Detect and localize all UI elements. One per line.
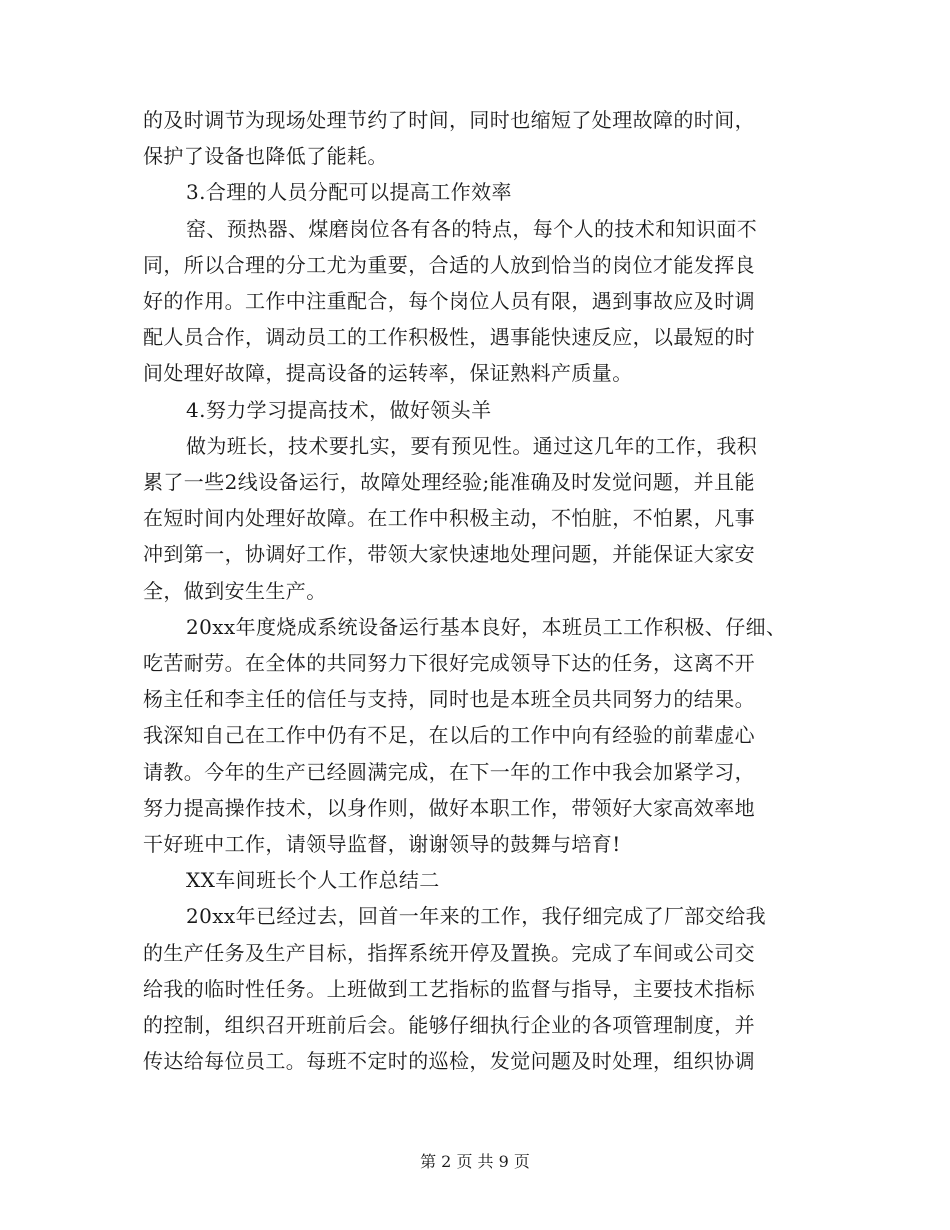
text-line: 请教。今年的生产已经圆满完成，在下一年的工作中我会加紧学习， bbox=[143, 759, 755, 784]
text-line: 间处理好故障，提高设备的运转率，保证熟料产质量。 bbox=[143, 361, 633, 386]
text-line: 努力提高操作技术，以身作则，做好本职工作，带领好大家高效率地 bbox=[143, 795, 755, 820]
text-line: 做为班长，技术要扎实，要有预见性。通过这几年的工作，我积 bbox=[186, 433, 758, 458]
text-line: 累了一些2线设备运行，故障处理经验;能准确及时发觉问题，并且能 bbox=[143, 470, 755, 494]
text-line: 的生产任务及生产目标，指挥系统开停及置换。完成了车间或公司交 bbox=[143, 940, 755, 965]
text-line: 干好班中工作，请领导监督，谢谢领导的鼓舞与培育! bbox=[143, 832, 621, 856]
text-line: 杨主任和李主任的信任与支持，同时也是本班全员共同努力的结果。 bbox=[143, 687, 755, 712]
text-line: 在短时间内处理好故障。在工作中积极主动，不怕脏，不怕累，凡事 bbox=[143, 506, 755, 531]
text-line: 20xx年度烧成系统设备运行基本良好，本班员工工作积极、仔细、 bbox=[186, 614, 787, 639]
text-line: 传达给每位员工。每班不定时的巡检，发觉问题及时处理，组织协调 bbox=[143, 1049, 755, 1074]
text-line: 冲到第一，协调好工作，带领大家快速地处理问题，并能保证大家安 bbox=[143, 542, 755, 567]
text-line: 吃苦耐劳。在全体的共同努力下很好完成领导下达的任务，这离不开 bbox=[143, 651, 755, 675]
page-footer: 第 2 页 共 9 页 bbox=[420, 1152, 530, 1171]
text-line: XX车间班长个人工作总结二 bbox=[186, 868, 440, 893]
text-line: 好的作用。工作中注重配合，每个岗位人员有限，遇到事故应及时调 bbox=[143, 289, 755, 313]
text-line: 4.努力学习提高技术，做好领头羊 bbox=[186, 397, 492, 422]
text-line: 全，做到安生生产。 bbox=[143, 578, 327, 603]
text-line: 我深知自己在工作中仍有不足，在以后的工作中向有经验的前辈虚心 bbox=[143, 723, 755, 748]
text-line: 配人员合作，调动员工的工作积极性，遇事能快速反应，以最短的时 bbox=[143, 325, 755, 350]
text-line: 同，所以合理的分工尤为重要，合适的人放到恰当的岗位才能发挥良 bbox=[143, 252, 755, 277]
text-line: 的控制，组织召开班前后会。能够仔细执行企业的各项管理制度，并 bbox=[143, 1013, 755, 1037]
text-line: 3.合理的人员分配可以提高工作效率 bbox=[186, 180, 512, 205]
text-line: 窑、预热器、煤磨岗位各有各的特点，每个人的技术和知识面不 bbox=[186, 216, 758, 241]
text-line: 保护了设备也降低了能耗。 bbox=[143, 144, 388, 169]
text-line: 20xx年已经过去，回首一年来的工作，我仔细完成了厂部交给我 bbox=[186, 904, 767, 929]
text-line: 给我的临时性任务。上班做到工艺指标的监督与指导，主要技术指标 bbox=[143, 976, 755, 1001]
text-line: 的及时调节为现场处理节约了时间，同时也缩短了处理故障的时间， bbox=[143, 108, 755, 132]
